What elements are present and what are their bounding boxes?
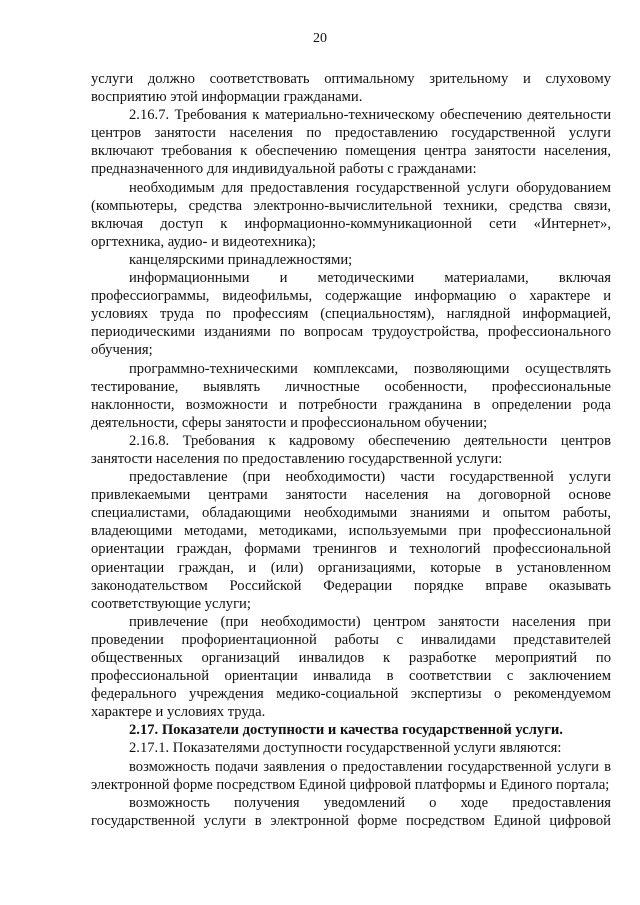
- paragraph-notifications: возможность получения уведомлений о ходе предоставления государственной услуги в электронной форме посредством Единой цифровой: [91, 794, 611, 829]
- paragraph-software: программно-техническими комплексами, позволяющими осуществлять тестирование, выявлять личностные особенности, профессиональные наклонности, возможности и потребности гражданина в определении рода деятельности, сферы занятости и профессиональном обучении;: [91, 360, 611, 431]
- paragraph-application: возможность подачи заявления о предоставлении государственной услуги в электронной форме посредством Единой цифровой платформы и Единого портала;: [91, 758, 611, 793]
- paragraph-stationery: канцелярскими принадлежностями;: [129, 251, 353, 268]
- paragraph-specialists: предоставление (при необходимости) части государственной услуги привлекаемыми центрами занятости населения на договорной основе специалистами, обладающими необходимыми знаниями и опытом работы, владеющими методами, методиками, используемыми при профессиональной ориентации граждан, формами тренингов и технологий профессиональной ориентации граждан, и (или) организациями, которые в установленном законодательством Российской Федерации порядке вправе оказывать соответствующие услуги;: [91, 469, 611, 612]
- page-number: 20: [313, 31, 327, 46]
- paragraph-equipment: необходимым для предоставления государственной услуги оборудованием (компьютеры, средства электронно-вычислительной техники, средства связи, включая доступ к информационно-коммуникационной сети «Интернет», оргтехника, аудио- и видеотехника);: [91, 179, 611, 250]
- section-heading: 2.17. Показатели доступности и качества государственной услуги.: [129, 722, 563, 739]
- paragraph-materials: информационными и методическими материалами, включая профессиограммы, видеофильмы, содержащие информацию о характере и условиях труда по профессиям (специальностям), наглядной информацией, периодическими изданиями по вопросам трудоустройства, профессионального обучения;: [91, 270, 611, 359]
- paragraph-2-17-1: 2.17.1. Показателями доступности государственной услуги являются:: [129, 740, 562, 757]
- paragraph-2-16-8: 2.16.8. Требования к кадровому обеспечению деятельности центров занятости населения по предоставлению государственной услуги:: [91, 432, 611, 467]
- paragraph-involvement: привлечение (при необходимости) центром занятости населения при проведении профориентационной работы с инвалидами представителей общественных организаций инвалидов к разработке мероприятий по профессиональной ориентации инвалида в соответствии с заключением федерального учреждения медико-социальной экспертизы о рекомендуемом характере и условиях труда.: [91, 613, 611, 721]
- paragraph-2-16-7: 2.16.7. Требования к материально-техническому обеспечению деятельности центров занятости населения по предоставлению государственной услуги включают требования к обеспечению помещения центра занятости населения, предназначенного для индивидуальной работы с гражданами:: [91, 107, 611, 178]
- paragraph-intro: услуги должно соответствовать оптимальному зрительному и слуховому восприятию этой информации гражданами.: [91, 71, 611, 106]
- document-body: [91, 70, 611, 830]
